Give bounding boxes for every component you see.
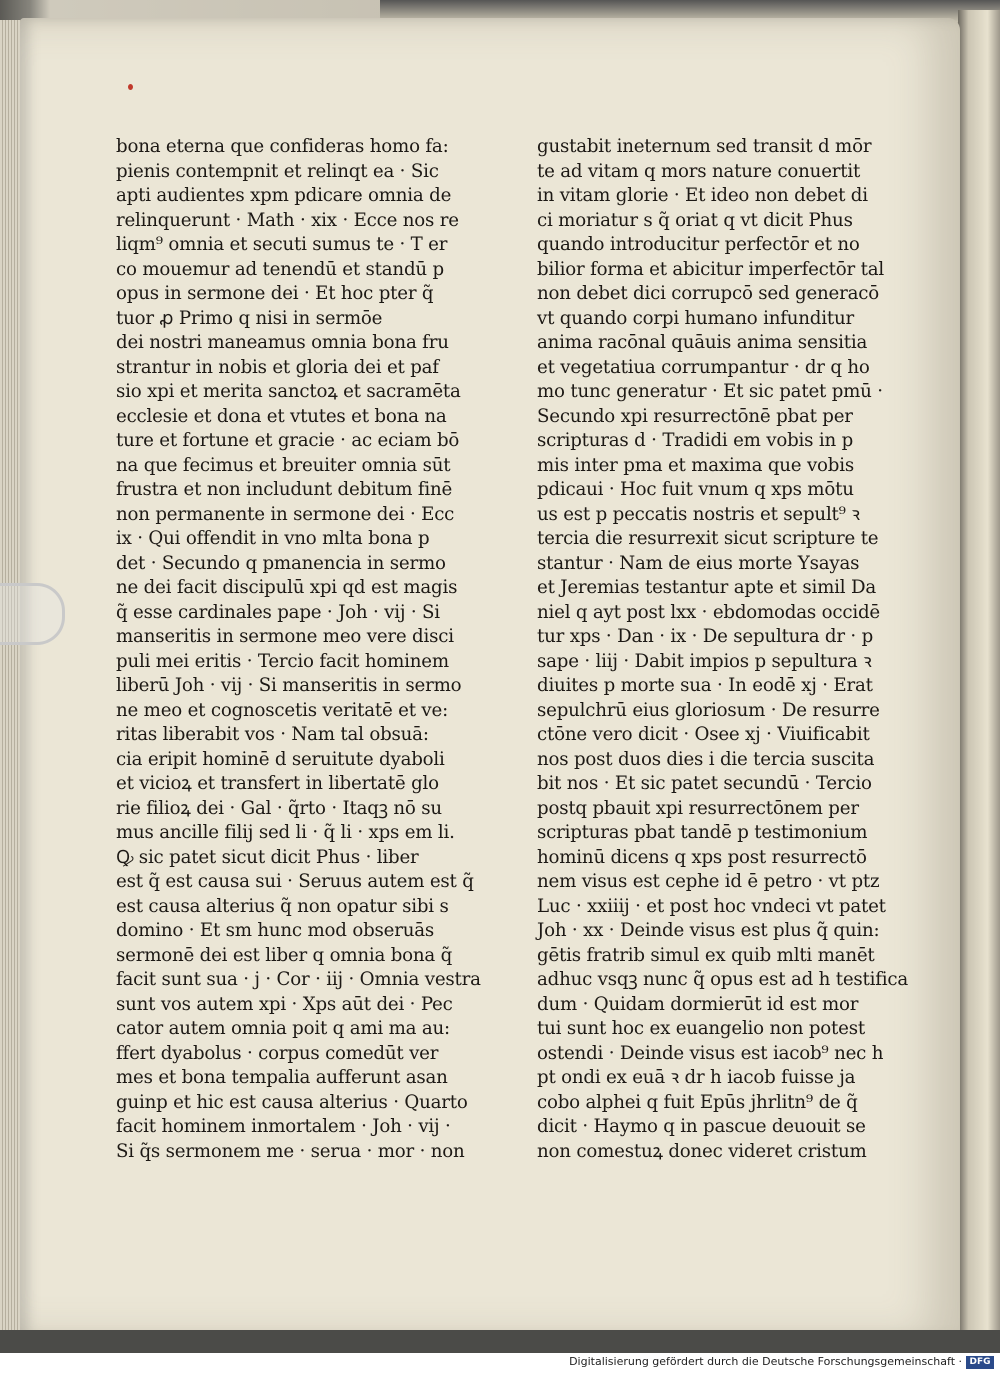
- right-column-line: diuites p morte sua · In eodē xj · Erat: [537, 675, 873, 696]
- left-column-line: liqm⁹ omnia et secuti sumus te · T er: [116, 234, 448, 255]
- right-column-line: in vitam glorie · Et ideo non debet di: [537, 185, 868, 206]
- left-column-line: bona eterna que confideras homo fa:: [116, 136, 449, 157]
- left-column-line: tuor ꝓ Primo q nisi in sermōe: [116, 307, 383, 329]
- left-column-line: Si q̃s sermonem me · serua · mor · non: [116, 1140, 465, 1162]
- right-column-line: hominū dicens q xps post resurrectō: [537, 846, 867, 868]
- rubric-mark: [128, 84, 133, 90]
- right-column-line: niel q ayt post lxx · ebdomodas occidē: [537, 601, 880, 623]
- left-column-line: dei nostri maneamus omnia bona fru: [116, 332, 449, 353]
- right-column-line: non comestuꝝ donec videret cristum: [537, 1140, 867, 1162]
- footer-credit: Digitalisierung gefördert durch die Deutsche Forschungsgemeinschaft ·: [569, 1355, 962, 1368]
- right-column-line: us est p peccatis nostris et sepult⁹ ꝛ: [537, 503, 860, 525]
- left-column-line: manseritis in sermone meo vere disci: [116, 626, 454, 647]
- right-column-line: ostendi · Deinde visus est iacob⁹ nec h: [537, 1042, 884, 1064]
- right-column-line: postq pbauit xpi resurrectōnem per: [537, 797, 859, 819]
- left-column-line: facit sunt sua · j · Cor · iij · Omnia vestra: [116, 969, 481, 990]
- left-column-line: mus ancille filij sed li · q̃ li · xps em li.: [116, 822, 455, 843]
- left-column-line: ix · Qui offendit in vno mlta bona p: [116, 528, 430, 549]
- right-column-line: sepulchrū eius gloriosum · De resurre: [537, 699, 880, 721]
- right-column-line: pt ondi ex euā ꝛ dr h iacob fuisse ja: [537, 1067, 856, 1088]
- left-column-line: facit hominem inmortalem · Joh · vij ·: [116, 1116, 451, 1137]
- right-column-line: dicit · Haymo q in pascue deuouit se: [537, 1116, 866, 1137]
- right-page-edge: [958, 10, 1000, 1340]
- right-column-line: vt quando corpi humano infunditur: [537, 307, 854, 329]
- left-column-line: relinquerunt · Math · xix · Ecce nos re: [116, 209, 459, 231]
- left-column-line: opus in sermone dei · Et hoc pter q̃: [116, 283, 434, 304]
- right-column-line: Joh · xx · Deinde visus est plus q̃ quin:: [537, 920, 880, 941]
- left-column-line: sermonē dei est liber q omnia bona q̃: [116, 944, 453, 966]
- left-column-line: cator autem omnia poit q ami ma au:: [116, 1018, 450, 1039]
- right-column-line: ci moriatur s q̃ oriat q vt dicit Phus: [537, 209, 853, 231]
- left-column-line: det · Secundo q pmanencia in sermo: [116, 552, 446, 574]
- right-column-line: nem visus est cephe id ē petro · vt ptz: [537, 871, 880, 892]
- left-column-line: et vicioꝝ et transfert in libertatē glo: [116, 773, 439, 794]
- right-column-line: gustabit ineternum sed transit d mōr: [537, 136, 872, 157]
- left-column-line: non permanente in sermone dei · Ecc: [116, 503, 455, 525]
- left-column-line: ne dei facit discipulū xpi qd est magis: [116, 577, 458, 598]
- right-column-line: scripturas pbat tandē p testimonium: [537, 822, 868, 843]
- page-clip: [0, 583, 65, 645]
- book-bottom-edge: [0, 1330, 1000, 1353]
- left-column-line: guinp et hic est causa alterius · Quarto: [116, 1091, 468, 1113]
- right-column-line: anima racōnal quāuis anima sensitia: [537, 332, 868, 353]
- left-column-line: apti audientes xpm pdicare omnia de: [116, 185, 452, 206]
- right-column-line: ctōne vero dicit · Osee xj · Viuificabit: [537, 724, 870, 745]
- right-column-line: Luc · xxiiij · et post hoc vndeci vt patet: [537, 895, 886, 917]
- right-column-line: cobo alphei q fuit Epūs jhrlitn⁹ de q̃: [537, 1091, 858, 1113]
- left-column-line: rie filioꝝ dei · Gal · q̃rto · Itaqꝫ nō su: [116, 797, 442, 819]
- right-column-line: bilior forma et abicitur imperfectōr tal: [537, 258, 884, 280]
- left-column-line: liberū Joh · vij · Si manseritis in sermo: [116, 675, 462, 696]
- right-column-line: tui sunt hoc ex euangelio non potest: [537, 1018, 865, 1039]
- left-column-line: Ꝙ sic patet sicut dicit Phus · liber: [116, 846, 419, 868]
- right-column-line: et vegetatiua corrumpantur · dr q ho: [537, 356, 870, 378]
- left-column-line: q̃ esse cardinales pape · Joh · vij · Si: [116, 601, 440, 623]
- left-column-line: domino · Et sm hunc mod obseruās: [116, 920, 434, 941]
- right-column-line: dum · Quidam dormierūt id est mor: [537, 993, 859, 1015]
- left-column-line: sunt vos autem xpi · Xps aūt dei · Pec: [116, 993, 453, 1015]
- left-column-line: sio xpi et merita sanctoꝝ et sacramēta: [116, 381, 461, 402]
- footer-bar: [0, 1353, 1000, 1373]
- dfg-logo: DFG: [966, 1356, 994, 1369]
- right-column-line: adhuc vsqꝫ nunc q̃ opus est ad h testifica: [537, 969, 909, 990]
- left-column-line: na que fecimus et breuiter omnia sūt: [116, 454, 451, 476]
- left-column-line: co mouemur ad tenendū et standū p: [116, 258, 444, 280]
- right-column-line: quando introducitur perfectōr et no: [537, 234, 860, 255]
- left-column-line: ffert dyabolus · corpus comedūt ver: [116, 1042, 439, 1064]
- right-column-line: Secundo xpi resurrectōnē pbat per: [537, 405, 853, 427]
- left-text-column: [116, 135, 481, 1164]
- left-column-line: est q̃ est causa sui · Seruus autem est q̃: [116, 871, 474, 892]
- left-column-line: ne meo et cognoscetis veritatē et ve:: [116, 699, 448, 721]
- right-column-line: mo tunc generatur · Et sic patet pmū ·: [537, 381, 883, 402]
- right-column-line: bit nos · Et sic patet secundū · Tercio: [537, 773, 872, 794]
- right-column-line: gētis fratrib simul ex quib mlti manēt: [537, 944, 875, 966]
- left-column-line: cia eripit hominē d seruitute dyaboli: [116, 748, 445, 770]
- left-column-line: ecclesie et dona et vtutes et bona na: [116, 405, 447, 427]
- right-column-line: tercia die resurrexit sicut scripture te: [537, 528, 879, 549]
- left-column-line: pienis contempnit et relinqt ea · Sic: [116, 160, 439, 182]
- right-column-line: sape · liij · Dabit impios p sepultura ꝛ: [537, 650, 872, 672]
- right-column-line: stantur · Nam de eius morte Ysayas: [537, 552, 860, 574]
- left-column-line: strantur in nobis et gloria dei et paf: [116, 356, 439, 378]
- right-column-line: pdicaui · Hoc fuit vnum q xps mōtu: [537, 479, 854, 500]
- right-column-line: te ad vitam q mors nature conuertit: [537, 160, 861, 182]
- left-column-line: est causa alterius q̃ non opatur sibi s: [116, 895, 449, 917]
- right-column-line: non debet dici corrupcō sed generacō: [537, 283, 879, 304]
- left-column-line: frustra et non includunt debitum finē: [116, 479, 453, 500]
- right-column-line: nos post duos dies i die tercia suscita: [537, 748, 875, 770]
- left-column-line: ture et fortune et gracie · ac eciam bō: [116, 430, 460, 451]
- right-column-line: mis inter pma et maxima que vobis: [537, 454, 854, 476]
- left-column-line: puli mei eritis · Tercio facit hominem: [116, 650, 449, 672]
- right-text-column: [537, 135, 909, 1164]
- right-column-line: scripturas d · Tradidi em vobis in p: [537, 430, 854, 451]
- left-column-line: mes et bona tempalia aufferunt asan: [116, 1067, 448, 1088]
- left-column-line: ritas liberabit vos · Nam tal obsuā:: [116, 724, 429, 745]
- right-column-line: tur xps · Dan · ix · De sepultura dr · p: [537, 626, 874, 647]
- right-column-line: et Jeremias testantur apte et simil Da: [537, 577, 876, 598]
